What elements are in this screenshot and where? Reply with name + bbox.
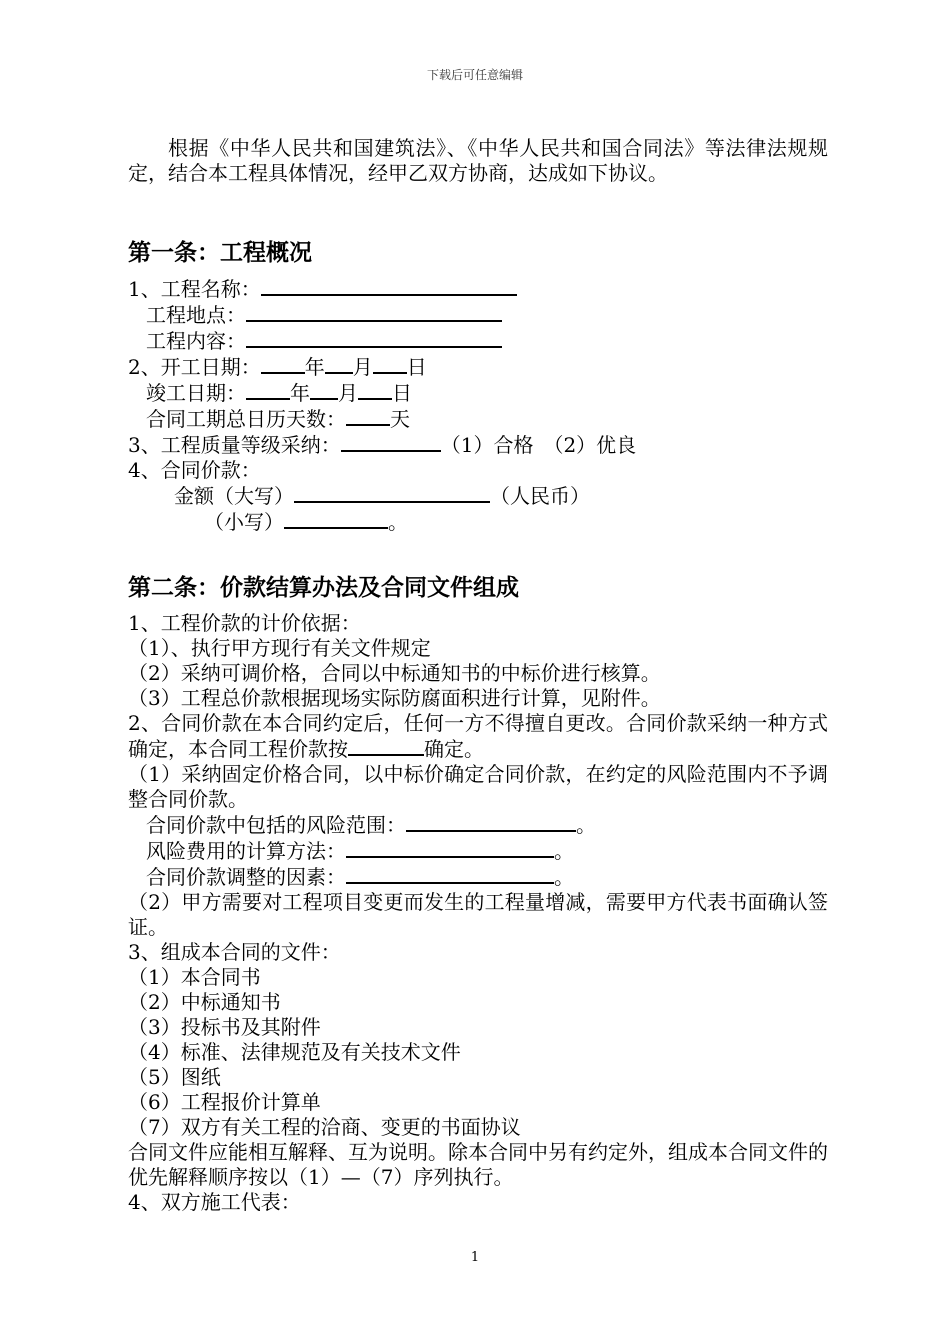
project-content-line: 工程内容：	[128, 328, 828, 354]
price-method-blank[interactable]	[348, 736, 424, 756]
quality-line: 3、工程质量等级采纳： （1）合格 （2）优良	[128, 433, 637, 457]
project-location-line: 工程地点：	[128, 302, 828, 328]
duration-line: 合同工期总日历天数： 天	[146, 407, 410, 431]
duration-blank[interactable]	[346, 406, 390, 426]
doc-item-6: （6）工程报价计算单	[128, 1090, 321, 1114]
risk-fee-line: 风险费用的计算方法： 。	[146, 839, 574, 863]
price-adjust-blank[interactable]	[346, 864, 554, 884]
project-content-blank[interactable]	[246, 328, 502, 348]
doc-item-2: （2）中标通知书	[128, 990, 281, 1014]
header-note: 下载后可任意编辑	[426, 68, 523, 82]
document-body	[128, 136, 828, 1215]
risk-scope-blank[interactable]	[406, 812, 576, 832]
amount-lower-line: （小写） 。	[204, 510, 408, 534]
pricing-item-2: （2）采纳可调价格，合同以中标通知书的中标价进行核算。	[128, 661, 661, 685]
pricing-item-3: （3）工程总价款根据现场实际防腐面积进行计算，见附件。	[128, 686, 661, 710]
price-adjust-line: 合同价款调整的因素： 。	[146, 865, 574, 889]
pricing-item-1: （1）、执行甲方现行有关文件规定	[128, 636, 431, 660]
risk-scope-line: 合同价款中包括的风险范围： 。	[146, 813, 596, 837]
amount-capital-blank[interactable]	[294, 483, 490, 503]
price-fixed-paragraph: 2、合同价款在本合同约定后，任何一方不得擅自更改。合同价款采纳一种方式确定，本合同工程价款按 确定。	[128, 711, 828, 761]
quality-blank[interactable]	[341, 432, 441, 452]
start-month-blank[interactable]	[325, 354, 353, 374]
page-number: 1	[470, 1250, 480, 1265]
priority-paragraph: 合同文件应能相互解释、互为说明。除本合同中另有约定外，组成本合同文件的优先解释顺序按以（1）—（7）序列执行。	[128, 1140, 828, 1189]
project-name-blank[interactable]	[261, 276, 517, 296]
representatives-line: 4、双方施工代表：	[128, 1190, 301, 1214]
start-day-blank[interactable]	[373, 354, 407, 374]
intro-paragraph: 根据《中华人民共和国建筑法》、《中华人民共和国合同法》等法律法规规定，结合本工程具体情况，经甲乙双方协商，达成如下协议。	[128, 136, 828, 185]
start-year-blank[interactable]	[261, 354, 305, 374]
end-date-line: 竣工日期： 年 月 日	[146, 381, 412, 405]
doc-item-5: （5）图纸	[128, 1065, 221, 1089]
doc-item-4: （4）标准、法律规范及有关技术文件	[128, 1040, 461, 1064]
project-name-line: 1、工程名称：	[128, 276, 828, 302]
pricing-basis-line: 1、工程价款的计价依据：	[128, 611, 361, 635]
end-day-blank[interactable]	[358, 380, 392, 400]
doc-item-1: （1）本合同书	[128, 965, 261, 989]
doc-item-3: （3）投标书及其附件	[128, 1015, 321, 1039]
article-1-title: 第一条：工程概况	[128, 240, 312, 266]
contract-price-line: 4、合同价款：	[128, 458, 261, 482]
project-location-blank[interactable]	[246, 302, 502, 322]
amount-lower-blank[interactable]	[284, 509, 388, 529]
amount-capital-line: 金额（大写） （人民币）	[174, 484, 590, 508]
fixed-price-paragraph: （1）采纳固定价格合同，以中标价确定合同价款，在约定的风险范围内不予调整合同价款。	[128, 762, 828, 811]
contract-docs-heading: 3、组成本合同的文件：	[128, 940, 341, 964]
start-date-line: 2、开工日期： 年 月 日	[128, 355, 427, 379]
end-month-blank[interactable]	[310, 380, 338, 400]
risk-fee-blank[interactable]	[346, 838, 554, 858]
doc-item-7: （7）双方有关工程的洽商、变更的书面协议	[128, 1115, 521, 1139]
change-paragraph: （2）甲方需要对工程项目变更而发生的工程量增减，需要甲方代表书面确认签证。	[128, 890, 828, 939]
article-2-title: 第二条：价款结算办法及合同文件组成	[128, 575, 519, 601]
end-year-blank[interactable]	[246, 380, 290, 400]
